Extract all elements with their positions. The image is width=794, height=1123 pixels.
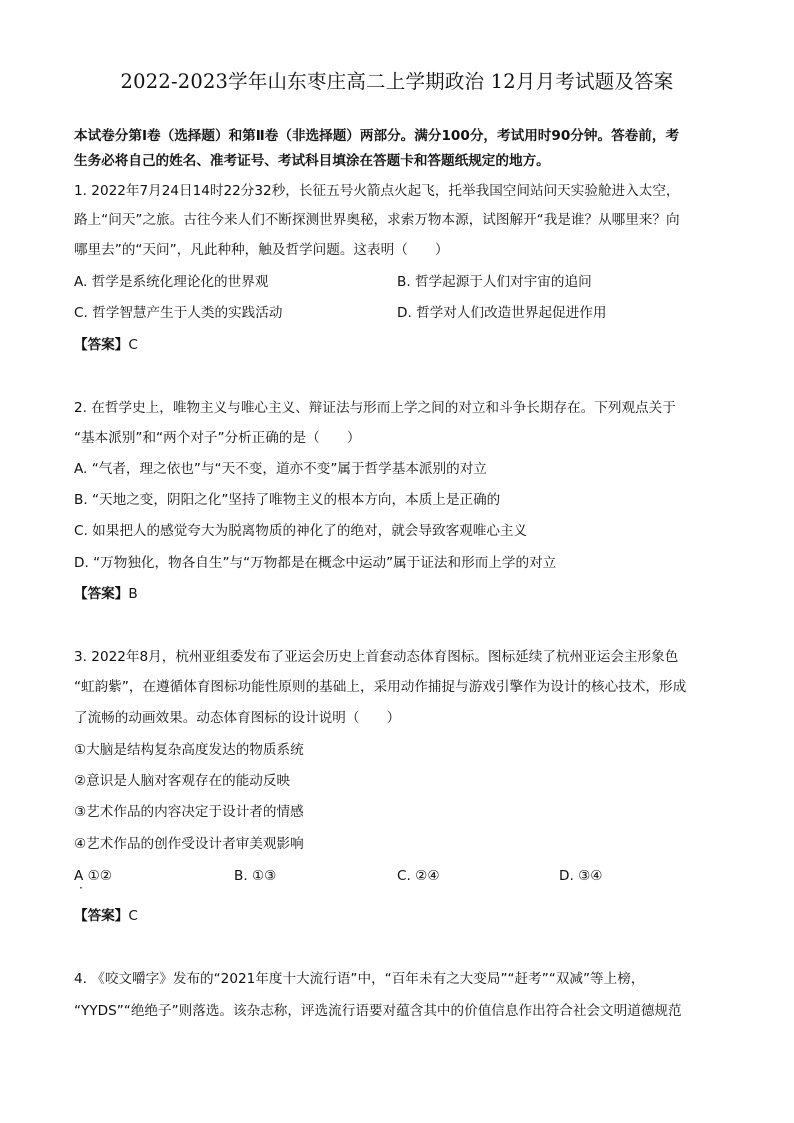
q2-option-b: B. “天地之变，阴阳之化”坚持了唯物主义的根本方向，本质上是正确的 xyxy=(74,492,501,508)
q1-stem-line-1: 1. 2022年7月24日14时22分32秒，长征五号火箭点火起飞，托举我国空间站问天实验舱进入太空， xyxy=(74,183,680,199)
answer-label: 【答案】 xyxy=(74,908,129,924)
q3-option-d: D. ③④ xyxy=(559,868,603,884)
q3-stem-line-3: 了流畅的动画效果。动态体育图标的设计说明（ ） xyxy=(74,710,401,726)
q3-option-a: A ①② xyxy=(74,868,112,884)
q3-item-2: ②意识是人脑对客观存在的能动反映 xyxy=(74,773,291,789)
answer-value: C xyxy=(128,908,138,924)
answer-label: 【答案】 xyxy=(74,586,129,602)
q1-option-d: D. 哲学对人们改造世界起促进作用 xyxy=(397,305,607,321)
q2-option-d: D. “万物独化，物各自生”与“万物都是在概念中运动”属于证法和形而上学的对立 xyxy=(74,555,557,571)
q3-item-1: ①大脑是结构复杂高度发达的物质系统 xyxy=(74,742,304,758)
answer-value: C xyxy=(128,337,138,353)
q1-option-a: A. 哲学是系统化理论化的世界观 xyxy=(74,274,269,290)
instructions-line-2: 生务必将自己的姓名、准考证号、考试科目填涂在答题卡和答题纸规定的地方。 xyxy=(74,153,550,169)
q1-answer xyxy=(74,335,138,355)
q1-option-b: B. 哲学起源于人们对宇宙的追问 xyxy=(397,274,592,290)
q4-stem-line-1: 4. 《咬文嚼字》发布的“2021年度十大流行语”中，“百年未有之大变局”“赶考”“双减”等上榜， xyxy=(74,971,645,987)
q1-stem-line-2: 路上“问天”之旅。古往今来人们不断探测世界奥秘，求索万物本源，试图解开“我是谁？从哪里来？向 xyxy=(74,212,680,228)
q2-answer xyxy=(74,584,138,604)
q2-stem-line-2: “基本派别”和“两个对子”分析正确的是（ ） xyxy=(74,430,361,446)
q3-option-b: B. ①③ xyxy=(234,868,277,884)
q2-option-a: A. “气者，理之依也”与“天不变，道亦不变”属于哲学基本派别的对立 xyxy=(74,461,487,477)
q2-stem-line-1: 2. 在哲学史上，唯物主义与唯心主义、辩证法与形而上学之间的对立和斗争长期存在。下列观点关于 xyxy=(74,400,676,416)
q4-stem-line-2: “YYDS”“绝绝子”则落选。该杂志称，评选流行语要对蕴含其中的价值信息作出符合社会文明道德规范 xyxy=(74,1003,682,1019)
q3-stem-line-2: “虹韵紫”，在遵循体育图标功能性原则的基础上，采用动作捕捉与游戏引擎作为设计的核心技术，形成 xyxy=(74,679,687,695)
q3-item-4: ④艺术作品的创作受设计者审美观影响 xyxy=(74,836,304,852)
q2-option-c: C. 如果把人的感觉夸大为脱离物质的神化了的绝对，就会导致客观唯心主义 xyxy=(74,523,528,539)
page-title: 2022-2023学年山东枣庄高二上学期政治 12月月考试题及答案 xyxy=(120,70,674,93)
answer-value: B xyxy=(128,586,138,602)
q3-stem-line-1: 3. 2022年8月，杭州亚组委发布了亚运会历史上首套动态体育图标。图标延续了杭州亚运会主形象色 xyxy=(74,649,679,665)
q1-stem-line-3: 哪里去”的“天问”，凡此种种，触及哲学问题。这表明（ ） xyxy=(74,242,449,258)
q3-option-c: C. ②④ xyxy=(397,868,440,884)
stray-dot: · xyxy=(79,881,83,895)
instructions-line-1: 本试卷分第Ⅰ卷（选择题）和第Ⅱ卷（非选择题）两部分。满分100分，考试用时90分钟。答卷前，考 xyxy=(74,128,680,144)
q1-option-c: C. 哲学智慧产生于人类的实践活动 xyxy=(74,305,283,321)
q3-answer xyxy=(74,906,138,926)
q3-item-3: ③艺术作品的内容决定于设计者的情感 xyxy=(74,804,304,820)
answer-label: 【答案】 xyxy=(74,337,129,353)
